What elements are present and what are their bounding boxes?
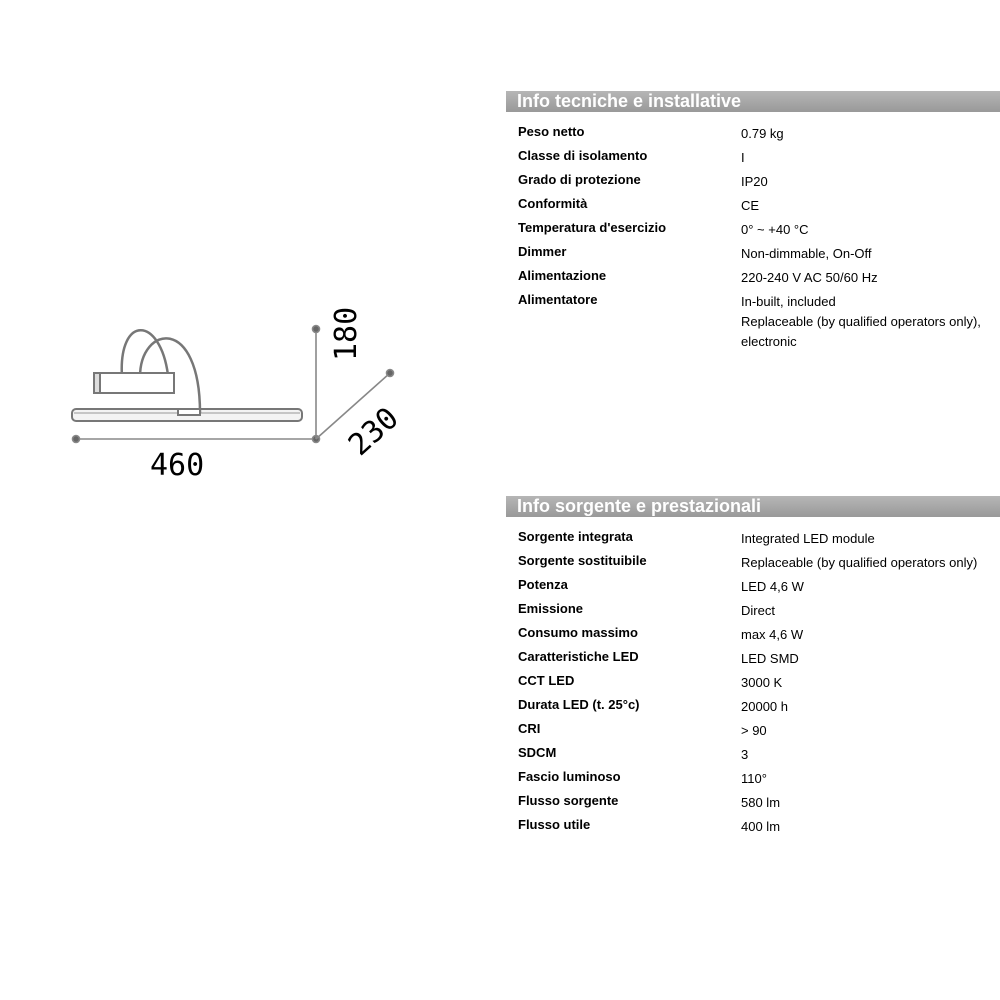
spec-row (506, 549, 1000, 573)
spec-value: 3 (741, 747, 749, 762)
spec-row (506, 216, 1000, 240)
spec-label: Grado di protezione (518, 172, 641, 187)
spec-value: IP20 (741, 174, 768, 189)
spec-row (506, 573, 1000, 597)
spec-table (506, 120, 1000, 352)
spec-row (506, 264, 1000, 288)
spec-value: Replaceable (by qualified operators only), (741, 314, 981, 329)
section-title: Info tecniche e installative (506, 91, 1000, 112)
spec-table (506, 525, 1000, 837)
spec-value: I (741, 150, 745, 165)
spec-value: CE (741, 198, 760, 213)
spec-row (506, 741, 1000, 765)
spec-value: Integrated LED module (741, 531, 875, 546)
spec-label: Peso netto (518, 124, 585, 139)
spec-value: > 90 (741, 723, 767, 738)
spec-value: 400 lm (741, 819, 781, 834)
spec-label: Fascio luminoso (518, 769, 621, 784)
spec-label: Dimmer (518, 244, 567, 259)
spec-value: 220-240 V AC 50/60 Hz (741, 270, 878, 285)
spec-row (506, 789, 1000, 813)
spec-label: Potenza (518, 577, 568, 592)
spec-row (506, 168, 1000, 192)
spec-label: Caratteristiche LED (518, 649, 639, 664)
spec-row (506, 645, 1000, 669)
source-performance-section (506, 496, 1000, 837)
spec-row (506, 240, 1000, 264)
spec-value: max 4,6 W (741, 627, 804, 642)
spec-row (506, 597, 1000, 621)
spec-value: Non-dimmable, On-Off (741, 246, 872, 261)
spec-label: Emissione (518, 601, 584, 616)
spec-row (506, 669, 1000, 693)
spec-value: 20000 h (741, 699, 788, 714)
spec-row (506, 192, 1000, 216)
spec-row (506, 288, 1000, 352)
spec-label: Flusso utile (518, 817, 591, 832)
spec-value: 110° (741, 771, 767, 786)
spec-row (506, 813, 1000, 837)
spec-row (506, 525, 1000, 549)
spec-label: Alimentatore (518, 292, 598, 307)
technical-info-section (506, 91, 1000, 352)
spec-value: 0.79 kg (741, 126, 784, 141)
spec-value: LED 4,6 W (741, 579, 804, 594)
spec-row (506, 765, 1000, 789)
spec-row (506, 120, 1000, 144)
spec-label: SDCM (518, 745, 557, 760)
product-dimension-drawing (60, 285, 420, 485)
spec-value: electronic (741, 334, 797, 349)
spec-value: LED SMD (741, 651, 799, 666)
spec-label: Temperatura d'esercizio (518, 220, 667, 235)
lamp-outline (72, 330, 302, 421)
spec-value: In-built, included (741, 294, 836, 309)
section-title: Info sorgente e prestazionali (506, 496, 1000, 517)
spec-row (506, 717, 1000, 741)
spec-label: Durata LED (t. 25°c) (518, 697, 640, 712)
spec-row (506, 621, 1000, 645)
spec-value: Replaceable (by qualified operators only) (741, 555, 978, 570)
spec-label: CRI (518, 721, 541, 736)
spec-label: Conformità (518, 196, 588, 211)
spec-label: CCT LED (518, 673, 575, 688)
spec-label: Classe di isolamento (518, 148, 648, 163)
spec-value: 0° ~ +40 °C (741, 222, 809, 237)
spec-value: 3000 K (741, 675, 783, 690)
dimension-depth: 230 (341, 400, 406, 463)
spec-value: Direct (741, 603, 775, 618)
spec-row (506, 693, 1000, 717)
spec-label: Flusso sorgente (518, 793, 619, 808)
dimension-height: 180 (329, 306, 364, 361)
spec-value: 580 lm (741, 795, 781, 810)
spec-label: Consumo massimo (518, 625, 638, 640)
spec-label: Sorgente integrata (518, 529, 633, 544)
spec-row (506, 144, 1000, 168)
dimension-width: 460 (150, 448, 205, 483)
spec-label: Alimentazione (518, 268, 607, 283)
spec-label: Sorgente sostituibile (518, 553, 647, 568)
